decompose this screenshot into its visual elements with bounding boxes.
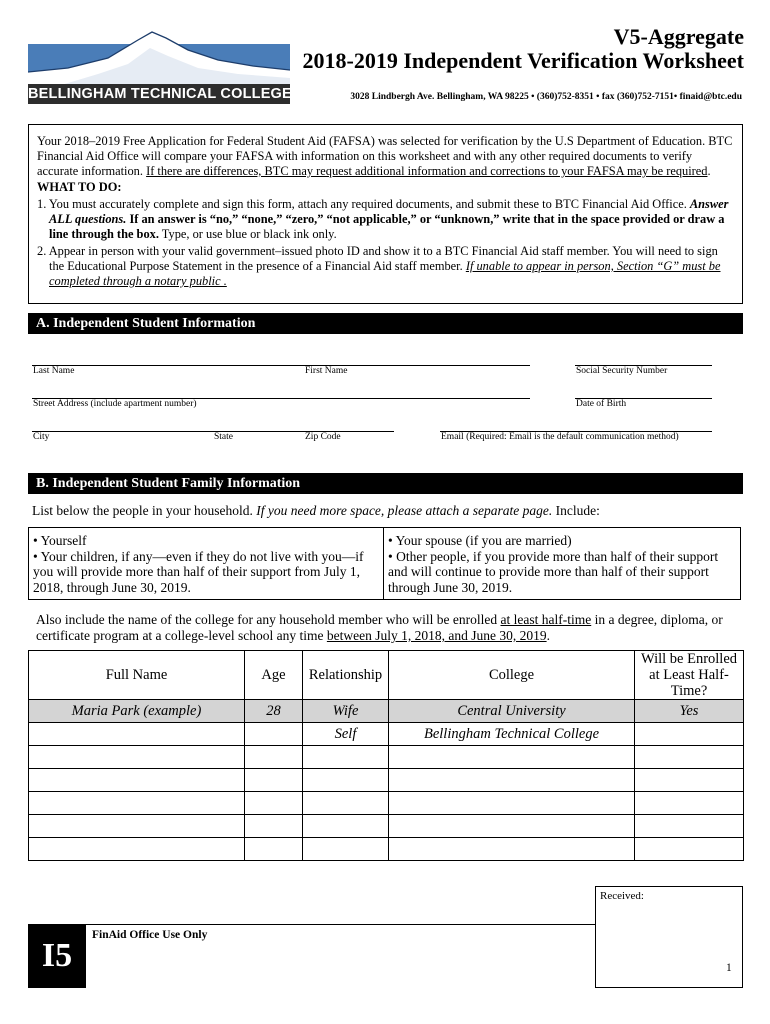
table-cell[interactable] xyxy=(635,769,744,792)
table-cell[interactable] xyxy=(303,838,389,861)
section-a-header: A. Independent Student Information xyxy=(28,313,743,334)
what-to-do-heading: WHAT TO DO: xyxy=(37,180,122,194)
col-age: Age xyxy=(245,651,303,700)
college-enrollment-note: Also include the name of the college for any household member who will be enrolled at least half-time in a degree, diploma, or certificate program at a college-level school any time between July 1, 2018, and June 30, 2019. xyxy=(36,612,723,643)
ssn-label: Social Security Number xyxy=(576,366,668,376)
table-cell[interactable] xyxy=(29,792,245,815)
table-cell[interactable]: Bellingham Technical College xyxy=(389,723,635,746)
last-name-label: Last Name xyxy=(33,366,75,376)
office-address: 3028 Lindbergh Ave. Bellingham, WA 98225 • (360)752-8351 • fax (360)752-7151• finaid@btc.edu xyxy=(350,92,742,102)
table-row-example xyxy=(29,700,744,723)
table-cell[interactable] xyxy=(245,769,303,792)
table-cell[interactable] xyxy=(389,815,635,838)
mountain-logo-icon xyxy=(28,28,290,86)
table-cell[interactable] xyxy=(29,769,245,792)
table-cell[interactable] xyxy=(635,815,744,838)
table-cell[interactable] xyxy=(303,792,389,815)
table-cell[interactable] xyxy=(389,769,635,792)
city-label: City xyxy=(33,432,50,442)
table-cell[interactable] xyxy=(245,838,303,861)
form-code: V5-Aggregate xyxy=(613,24,744,49)
include-list-box xyxy=(28,527,741,600)
col-half-time: Will be Enrolled at Least Half-Time? xyxy=(635,651,744,700)
instructions-box xyxy=(28,124,743,304)
col-full-name: Full Name xyxy=(29,651,245,700)
state-label: State xyxy=(214,432,233,442)
table-cell[interactable] xyxy=(635,746,744,769)
intro-paragraph: Your 2018–2019 Free Application for Federal Student Aid (FAFSA) was selected for verification by the U.S Department of Education. BTC Financial Aid Office will compare your FAFSA with information on this worksheet and with any other required documents to verify accurate information. If there are differences, BTC may request additional information and corrections to your FAFSA may be required. xyxy=(37,134,733,178)
table-cell[interactable]: Self xyxy=(303,723,389,746)
household-note: List below the people in your household. If you need more space, please attach a separate page. Include: xyxy=(32,503,600,518)
table-row xyxy=(29,792,744,815)
instruction-list xyxy=(37,197,734,289)
table-cell[interactable] xyxy=(245,792,303,815)
table-cell: Maria Park (example) xyxy=(29,700,245,723)
office-use-label: FinAid Office Use Only xyxy=(92,929,208,941)
table-cell[interactable] xyxy=(303,769,389,792)
table-cell[interactable] xyxy=(245,815,303,838)
table-row xyxy=(29,838,744,861)
table-row xyxy=(29,769,744,792)
col-college: College xyxy=(389,651,635,700)
section-b-header: B. Independent Student Family Information xyxy=(28,473,743,494)
table-cell[interactable] xyxy=(29,838,245,861)
table-cell[interactable] xyxy=(389,746,635,769)
table-cell[interactable] xyxy=(635,792,744,815)
instruction-item-2: 2. Appear in person with your valid government–issued photo ID and show it to a BTC Financial Aid staff member. You will need to sign the Educational Purpose Statement in the presence of a Financial Aid staff member. If unable to appear in person, Section “G” must be completed through a notary public . xyxy=(37,244,721,288)
col-relationship: Relationship xyxy=(303,651,389,700)
college-logo xyxy=(28,28,290,104)
table-cell[interactable] xyxy=(245,723,303,746)
include-left-column: • Yourself • Your children, if any—even if they do not live with you—if you will provide more than half of their support from July 1, 2018, through June 30, 2019. xyxy=(29,528,384,599)
table-cell[interactable] xyxy=(245,746,303,769)
college-name: BELLINGHAM TECHNICAL COLLEGE xyxy=(28,86,292,102)
received-label: Received: xyxy=(600,890,644,902)
last-first-name-line[interactable] xyxy=(32,365,530,366)
table-cell[interactable] xyxy=(29,746,245,769)
table-cell[interactable] xyxy=(29,723,245,746)
table-row xyxy=(29,746,744,769)
table-cell[interactable] xyxy=(29,815,245,838)
household-table xyxy=(28,650,744,861)
table-cell[interactable] xyxy=(303,815,389,838)
table-cell: Wife xyxy=(303,700,389,723)
table-cell[interactable] xyxy=(635,723,744,746)
date-of-birth-label: Date of Birth xyxy=(576,399,627,409)
table-row xyxy=(29,815,744,838)
table-header-row xyxy=(29,651,744,700)
include-right-column: • Your spouse (if you are married) • Other people, if you provide more than half of their support and will continue to provide more than half of their support through June 30, 2019. xyxy=(388,533,719,595)
table-cell: 28 xyxy=(245,700,303,723)
instruction-item-1: 1. You must accurately complete and sign this form, attach any required documents, and submit these to BTC Financial Aid Office. Answer ALL questions. If an answer is “no,” “none,” “zero,” “not applicable,” or “unknown,” write that in the space provided or draw a line through the box. Type, or use blue or black ink only. xyxy=(37,197,729,241)
first-name-label: First Name xyxy=(305,366,348,376)
table-cell[interactable] xyxy=(303,746,389,769)
street-address-label: Street Address (include apartment number) xyxy=(33,399,197,409)
table-cell: Central University xyxy=(389,700,635,723)
page-number: 1 xyxy=(726,962,732,974)
form-title: 2018-2019 Independent Verification Worksheet xyxy=(302,48,744,73)
email-label: Email (Required: Email is the default communication method) xyxy=(441,432,679,442)
table-cell[interactable] xyxy=(389,792,635,815)
form-code-badge: I5 xyxy=(28,924,86,988)
table-cell: Yes xyxy=(635,700,744,723)
table-cell[interactable] xyxy=(389,838,635,861)
zip-code-label: Zip Code xyxy=(305,432,341,442)
table-cell[interactable] xyxy=(635,838,744,861)
table-row xyxy=(29,723,744,746)
received-stamp-box xyxy=(595,886,743,988)
